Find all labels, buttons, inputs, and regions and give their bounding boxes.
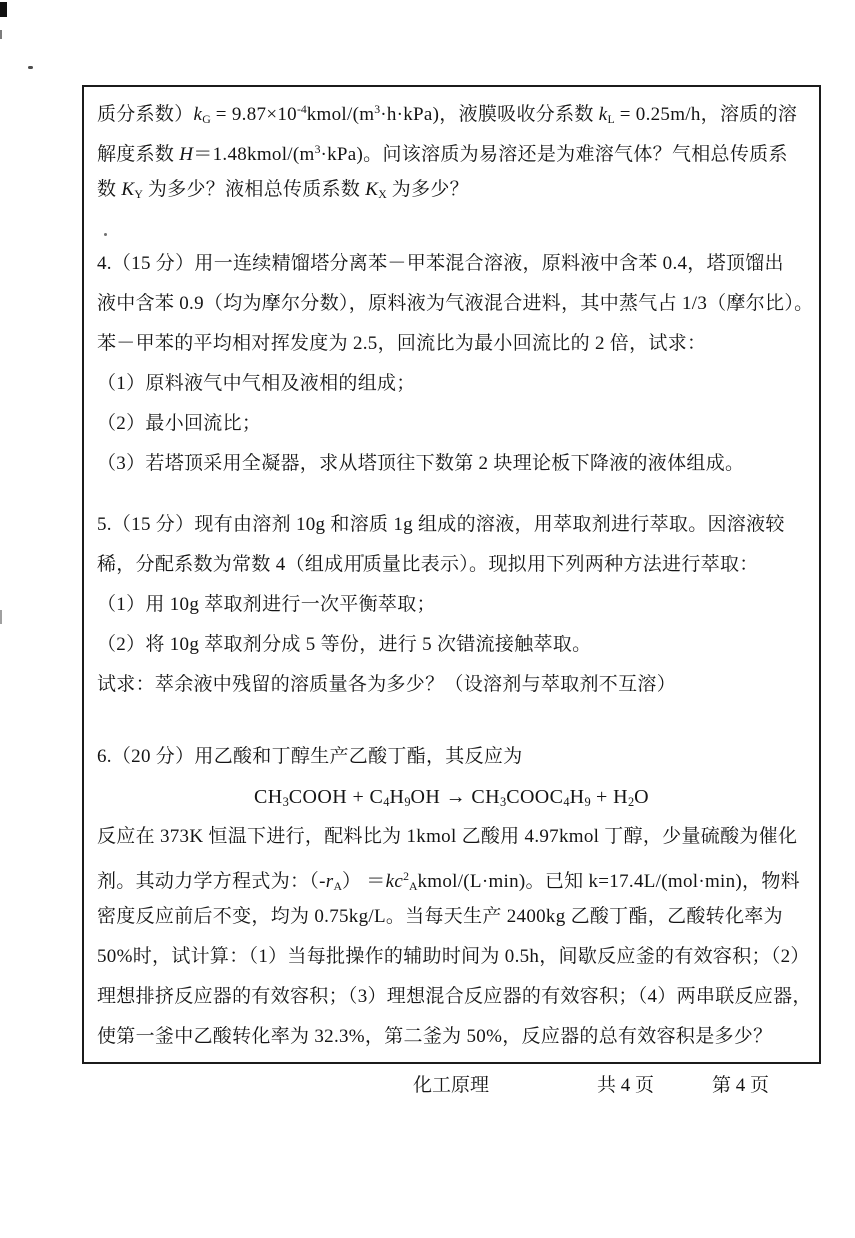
page-footer [0,1070,855,1100]
question-6 [97,737,812,1057]
question-5 [97,505,806,705]
text-line: 解度系数 $H=1.48kmol/(m^3\cdot kPa)$。问该溶质为易溶还是为难溶气体？气相总传质系 [97,143,788,165]
question-4 [97,244,814,484]
text-line: 数 $K_Y$ 为多少？液相总传质系数 $K_X$ 为多少？ [97,179,469,201]
question-5-stem-line: 5.（15 分）现有由溶剂 10g 和溶质 1g 组成的溶液，用萃取剂进行萃取。因溶液较 [97,514,785,535]
question-4-stem-line: 苯－甲苯的平均相对挥发度为 2.5，回流比为最小回流比的 2 倍，试求： [97,333,707,354]
question-6-body-line: 理想排挤反应器的有效容积；（3）理想混合反应器的有效容积；（4）两串联反应器， [97,986,812,1007]
chemical-equation: $CH_3COOH + C_4H_9OH$ → $CH_3COOC_4H_9 + H_2O$ [253,786,650,809]
text-line: 质分系数）$k_G$ = $9.87\times 10^{-4}kmol/(m^3\cdot h\cdot kPa)$，液膜吸收分系数 $k_L = 0.25m/h$，溶质的溶 [97,103,798,126]
footer-course-title: 化工原理 [413,1075,490,1096]
exam-content-frame [82,85,821,1064]
question-5-stem-line: 稀，分配系数为常数 4（组成用质量比表示）。现拟用下列两种方法进行萃取： [97,554,759,575]
question-4-stem-line: 4.（15 分）用一连续精馏塔分离苯－甲苯混合溶液，原料液中含苯 0.4，塔顶馏出 [97,253,784,274]
question-6-body-line: 反应在 373K 恒温下进行，配料比为 1kmol 乙酸用 4.97kmol 丁醇，少量硫酸为催化 [97,826,798,847]
scan-artifact-corner [0,2,7,17]
question-3-continuation [97,90,806,210]
question-6-body-line: 50%时，试计算：（1）当每批操作的辅助时间为 0.5h，间歇反应釜的有效容积；（2） [97,946,810,967]
question-4-stem-line: 液中含苯 0.9（均为摩尔分数），原料液为气液混合进料，其中蒸气占 1/3（摩尔比）。 [97,293,814,314]
question-5-subitem-2: （2）将 10g 萃取剂分成 5 等份，进行 5 次错流接触萃取。 [97,634,592,655]
question-4-subitem-3: （3）若塔顶采用全凝器，求从塔顶往下数第 2 块理论板下降液的液体组成。 [97,453,745,474]
scan-artifact-dot [28,66,33,69]
question-6-stem-line: 6.（20 分）用乙酸和丁醇生产乙酸丁酯，其反应为 [97,746,523,767]
question-6-body-line: 使第一釜中乙酸转化率为 32.3%，第二釜为 50%，反应器的总有效容积是多少？ [97,1026,773,1047]
question-4-subitem-1: （1）原料液气中气相及液相的组成； [97,373,416,394]
footer-total-pages: 共 4 页 [597,1075,655,1096]
question-6-body-line: 密度反应前后不变，均为 0.75kg/L。当每天生产 2400kg 乙酸丁酯，乙酸转化率为 [97,906,783,927]
scan-artifact-edge [0,30,2,39]
scan-artifact-edge [0,610,2,624]
footer-page-number: 第 4 页 [712,1075,770,1096]
question-4-subitem-2: （2）最小回流比； [97,413,262,434]
question-5-subitem-1: （1）用 10g 萃取剂进行一次平衡萃取； [97,594,436,615]
question-6-body-line: 剂。其动力学方程式为：$(-r_A)$ $=kc^2_Akmol/(L\cdot\min)$。已知 k=17.4L/(mol·min)，物料 [97,870,800,893]
question-5-ask-line: 试求：萃余液中残留的溶质量各为多少？（设溶剂与萃取剂不互溶） [97,674,677,695]
